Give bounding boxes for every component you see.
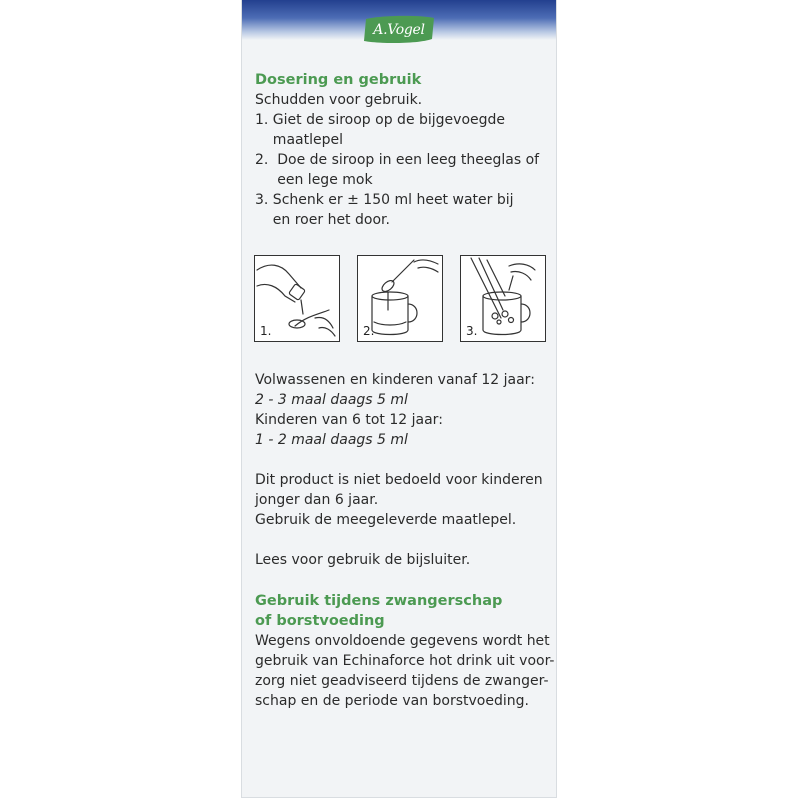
step-number: 3.	[466, 324, 478, 338]
pregnancy-body-line: Wegens onvoldoende gegevens wordt het	[255, 633, 550, 649]
pregnancy-body-line: schap en de periode van borstvoeding.	[255, 693, 529, 709]
spoon-note: Gebruik de meegeleverde maatlepel.	[255, 512, 517, 528]
adults-dose: 2 - 3 maal daags 5 ml	[255, 392, 408, 408]
leaflet-note: Lees voor gebruik de bijsluiter.	[255, 552, 471, 568]
children-label: Kinderen van 6 tot 12 jaar:	[255, 412, 443, 428]
step-line: 1. Giet de siroop op de bijgevoegde	[255, 112, 506, 128]
step-line: en roer het door.	[255, 212, 390, 228]
dosage-section	[255, 70, 547, 230]
shake-instruction: Schudden voor gebruik.	[255, 92, 423, 108]
illustration-row	[254, 255, 546, 344]
warning-line: Dit product is niet bedoeld voor kinderen	[255, 472, 543, 488]
step-line: een lege mok	[255, 172, 373, 188]
adults-label: Volwassenen en kinderen vanaf 12 jaar:	[255, 372, 535, 388]
step-number: 2.	[363, 324, 375, 338]
pregnancy-heading: Gebruik tijdens zwangerschap	[255, 593, 503, 609]
step-illustration-3	[460, 255, 546, 342]
children-dose: 1 - 2 maal daags 5 ml	[255, 432, 408, 448]
step-illustration-1	[254, 255, 340, 342]
warning-line: jonger dan 6 jaar.	[255, 492, 379, 508]
step-line: maatlepel	[255, 132, 343, 148]
package-side-panel	[241, 0, 557, 798]
dosage-heading: Dosering en gebruik	[255, 72, 422, 88]
avogel-logo	[362, 15, 436, 45]
logo-text: A.Vogel	[373, 22, 425, 38]
pregnancy-body-line: gebruik van Echinaforce hot drink uit voor-	[255, 653, 555, 669]
step-number: 1.	[260, 324, 272, 338]
step-line: 3. Schenk er ± 150 ml heet water bij	[255, 192, 514, 208]
pregnancy-heading: of borstvoeding	[255, 613, 385, 629]
step-line: 2. Doe de siroop in een leeg theeglas of	[255, 152, 540, 168]
dosage-amounts-section	[255, 370, 555, 711]
step-illustration-2	[357, 255, 443, 342]
pregnancy-body-line: zorg niet geadviseerd tijdens de zwanger-	[255, 673, 549, 689]
